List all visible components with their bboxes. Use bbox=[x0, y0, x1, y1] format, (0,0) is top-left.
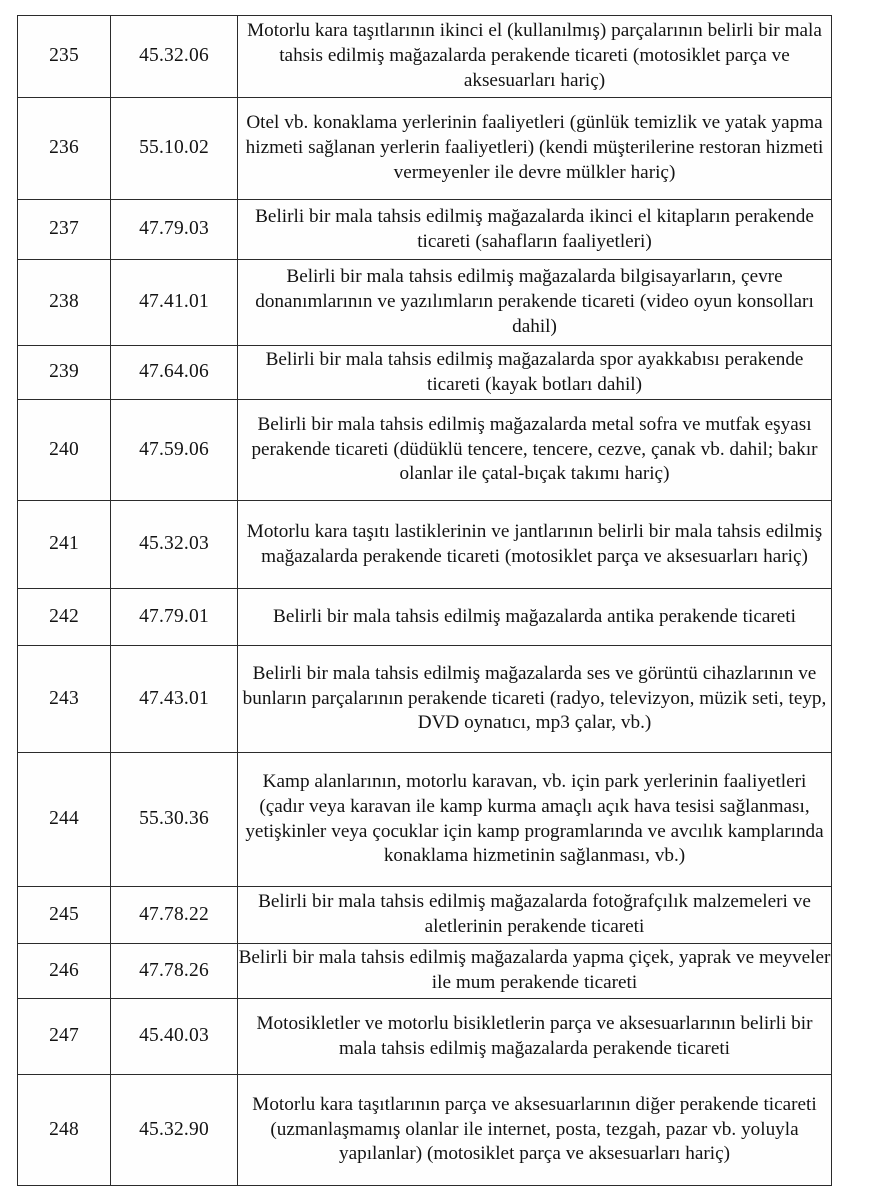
activity-description-cell: Motorlu kara taşıtlarının ikinci el (kullanılmış) parçalarının belirli bir mala tahsis edilmiş mağazalarda perakende ticareti (motosiklet parça ve aksesuarları hariç) bbox=[238, 16, 832, 98]
table-row bbox=[18, 200, 832, 260]
activity-description-cell: Belirli bir mala tahsis edilmiş mağazalarda bilgisayarların, çevre donanımlarının ve yazılımların perakende ticareti (video oyun konsolları dahil) bbox=[238, 260, 832, 346]
table-row bbox=[18, 16, 832, 98]
activity-description-cell: Belirli bir mala tahsis edilmiş mağazalarda spor ayakkabısı perakende ticareti (kayak botları dahil) bbox=[238, 346, 832, 400]
nace-code-table bbox=[17, 15, 832, 1186]
nace-code-cell: 47.41.01 bbox=[111, 260, 238, 346]
activity-description-cell: Belirli bir mala tahsis edilmiş mağazalarda ikinci el kitapların perakende ticareti (sahafların faaliyetleri) bbox=[238, 200, 832, 260]
row-number-cell: 237 bbox=[18, 200, 111, 260]
row-number-cell: 243 bbox=[18, 646, 111, 753]
table-row bbox=[18, 999, 832, 1075]
table-body bbox=[18, 16, 832, 1186]
row-number-cell: 236 bbox=[18, 98, 111, 200]
row-number-cell: 242 bbox=[18, 589, 111, 646]
row-number-cell: 240 bbox=[18, 400, 111, 501]
nace-code-cell: 47.43.01 bbox=[111, 646, 238, 753]
activity-description-cell: Motosikletler ve motorlu bisikletlerin parça ve aksesuarlarının belirli bir mala tahsis edilmiş mağazalarda perakende ticareti bbox=[238, 999, 832, 1075]
nace-code-cell: 45.40.03 bbox=[111, 999, 238, 1075]
row-number-cell: 239 bbox=[18, 346, 111, 400]
nace-code-cell: 55.10.02 bbox=[111, 98, 238, 200]
row-number-cell: 235 bbox=[18, 16, 111, 98]
nace-code-cell: 47.79.03 bbox=[111, 200, 238, 260]
nace-code-cell: 47.64.06 bbox=[111, 346, 238, 400]
table-row bbox=[18, 887, 832, 944]
table-row bbox=[18, 260, 832, 346]
row-number-cell: 241 bbox=[18, 501, 111, 589]
table-row bbox=[18, 589, 832, 646]
row-number-cell: 246 bbox=[18, 944, 111, 999]
table-row bbox=[18, 98, 832, 200]
row-number-cell: 248 bbox=[18, 1075, 111, 1186]
activity-description-cell: Belirli bir mala tahsis edilmiş mağazalarda yapma çiçek, yaprak ve meyveler ile mum perakende ticareti bbox=[238, 944, 832, 999]
table-row bbox=[18, 400, 832, 501]
nace-code-cell: 45.32.90 bbox=[111, 1075, 238, 1186]
activity-description-cell: Belirli bir mala tahsis edilmiş mağazalarda antika perakende ticareti bbox=[238, 589, 832, 646]
row-number-cell: 238 bbox=[18, 260, 111, 346]
table-row bbox=[18, 753, 832, 887]
activity-description-cell: Kamp alanlarının, motorlu karavan, vb. için park yerlerinin faaliyetleri (çadır veya karavan ile kamp kurma amaçlı açık hava tesisi sağlanması, yetişkinler veya çocuklar için kamp programlarında ve avcılık kamplarında konaklama hizmetinin sağlanması, vb.) bbox=[238, 753, 832, 887]
nace-code-cell: 45.32.06 bbox=[111, 16, 238, 98]
nace-code-cell: 47.78.26 bbox=[111, 944, 238, 999]
table-row bbox=[18, 646, 832, 753]
activity-description-cell: Motorlu kara taşıtlarının parça ve aksesuarlarının diğer perakende ticareti (uzmanlaşmamış olanlar ile internet, posta, tezgah, pazar vb. yoluyla yapılanlar) (motosiklet parça ve aksesuarları hariç) bbox=[238, 1075, 832, 1186]
row-number-cell: 245 bbox=[18, 887, 111, 944]
activity-description-cell: Belirli bir mala tahsis edilmiş mağazalarda fotoğrafçılık malzemeleri ve aletlerinin perakende ticareti bbox=[238, 887, 832, 944]
table-row bbox=[18, 1075, 832, 1186]
row-number-cell: 244 bbox=[18, 753, 111, 887]
activity-description-cell: Belirli bir mala tahsis edilmiş mağazalarda metal sofra ve mutfak eşyası perakende ticareti (düdüklü tencere, tencere, cezve, çanak vb. dahil; bakır olanlar ile çatal-bıçak takımı hariç) bbox=[238, 400, 832, 501]
table-row bbox=[18, 944, 832, 999]
nace-code-cell: 47.78.22 bbox=[111, 887, 238, 944]
nace-code-cell: 47.79.01 bbox=[111, 589, 238, 646]
nace-code-cell: 45.32.03 bbox=[111, 501, 238, 589]
activity-description-cell: Otel vb. konaklama yerlerinin faaliyetleri (günlük temizlik ve yatak yapma hizmeti sağlanan yerlerin faaliyetleri) (kendi müşterilerine restoran hizmeti vermeyenler ile devre mülkler hariç) bbox=[238, 98, 832, 200]
activity-description-cell: Motorlu kara taşıtı lastiklerinin ve jantlarının belirli bir mala tahsis edilmiş mağazalarda perakende ticareti (motosiklet parça ve aksesuarları hariç) bbox=[238, 501, 832, 589]
table-row bbox=[18, 346, 832, 400]
row-number-cell: 247 bbox=[18, 999, 111, 1075]
nace-code-cell: 47.59.06 bbox=[111, 400, 238, 501]
activity-description-cell: Belirli bir mala tahsis edilmiş mağazalarda ses ve görüntü cihazlarının ve bunların parçalarının perakende ticareti (radyo, televizyon, müzik seti, teyp, DVD oynatıcı, mp3 çalar, vb.) bbox=[238, 646, 832, 753]
table-row bbox=[18, 501, 832, 589]
nace-code-cell: 55.30.36 bbox=[111, 753, 238, 887]
